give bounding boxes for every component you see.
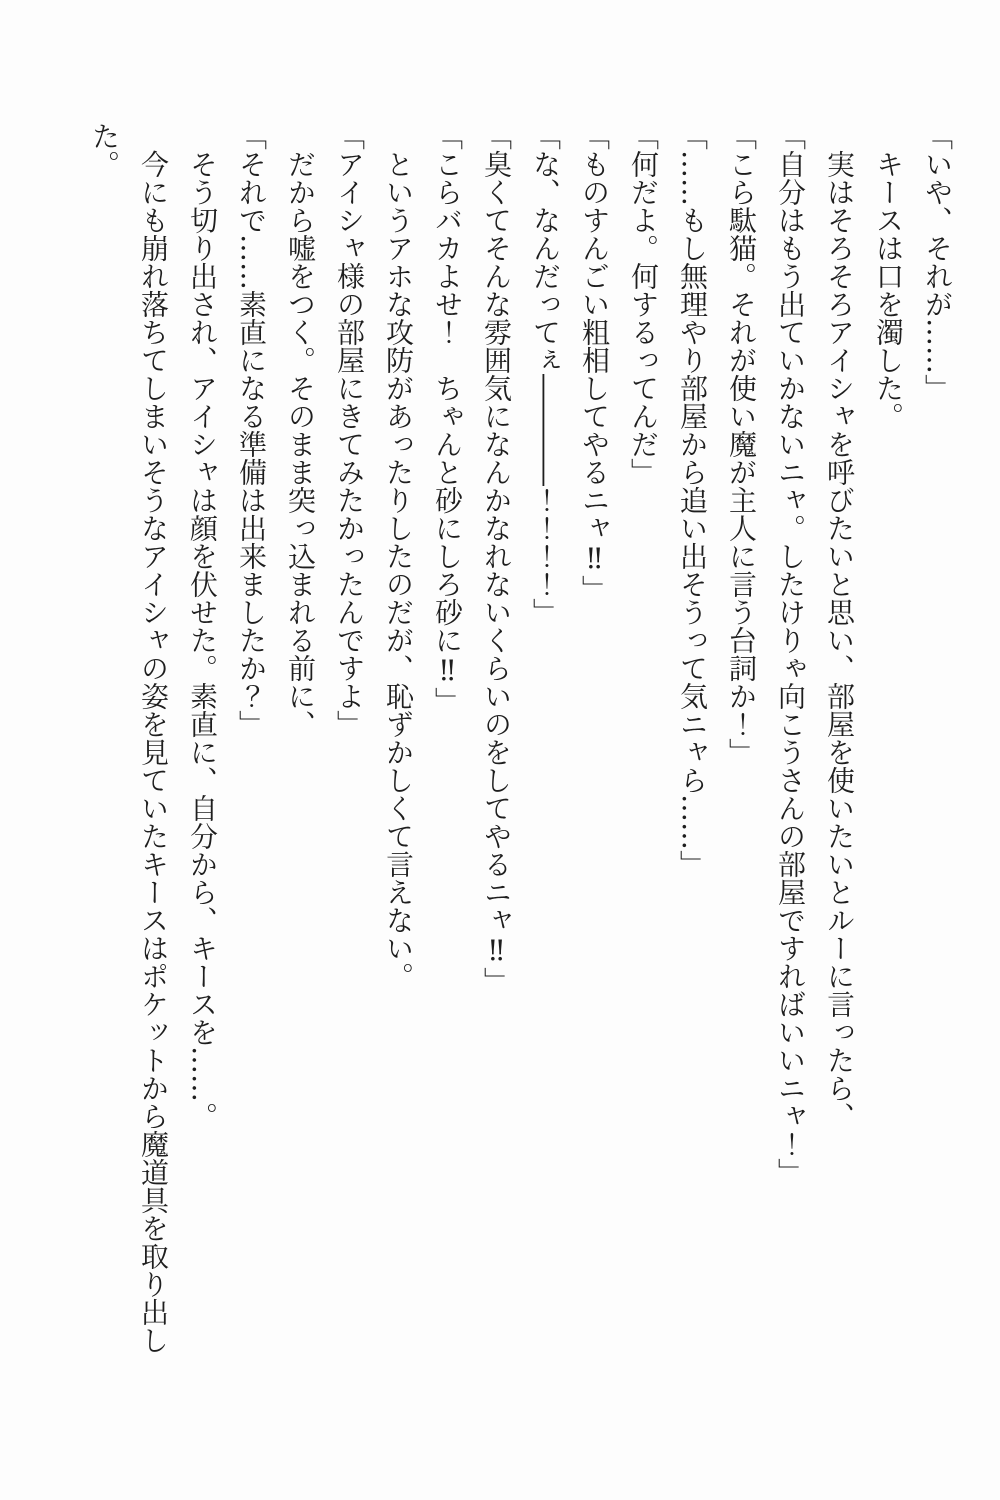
dialogue-line: 「こらバカよせ！ ちゃんと砂にしろ砂に‼」 [431,122,464,715]
dialogue-line: 「アイシャ様の部屋にきてみたかったんですよ」 [333,122,366,738]
dialogue-line: 「ものすんごい粗相してやるニャ‼」 [578,122,611,603]
dialogue-line: 「何だよ。何するってんだ」 [627,122,660,486]
narration-line: だから嘘をつく。そのまま突っ込まれる前に、 [284,150,317,738]
vertical-text-block [80,122,962,1358]
dialogue-line: 「それで……素直になる準備は出来ましたか？」 [235,122,268,738]
narration-line: というアホな攻防があったりしたのだが、恥ずかしくて言えない。 [382,150,415,990]
narration-line: 実はそろそろアイシャを呼びたいと思い、部屋を使いたいとルーに言ったら、 [823,150,856,1130]
dialogue-line: 「な、なんだってぇ――――！！！！」 [529,122,562,626]
dialogue-line: 「いや、それが……」 [921,122,954,402]
dialogue-line: 「臭くてそんな雰囲気になんかなれないくらいのをしてやるニャ‼」 [480,122,513,995]
narration-line: そう切り出され、アイシャは顔を伏せた。素直に、自分から、キースを……。 [186,150,219,1130]
dialogue-line: 「……もし無理やり部屋から追い出そうって気ニャら……」 [676,122,709,878]
narration-line: 今にも崩れ落ちてしまいそうなアイシャの姿を見ていたキースはポケットから魔道具を取り出した。 [88,122,170,1354]
narration-line: キースは口を濁した。 [872,150,905,430]
dialogue-line: 「自分はもう出ていかないニャ。したけりゃ向こうさんの部屋ですればいいニャ！」 [774,122,807,1186]
dialogue-line: 「こら駄猫。それが使い魔が主人に言う台詞か！」 [725,122,758,766]
